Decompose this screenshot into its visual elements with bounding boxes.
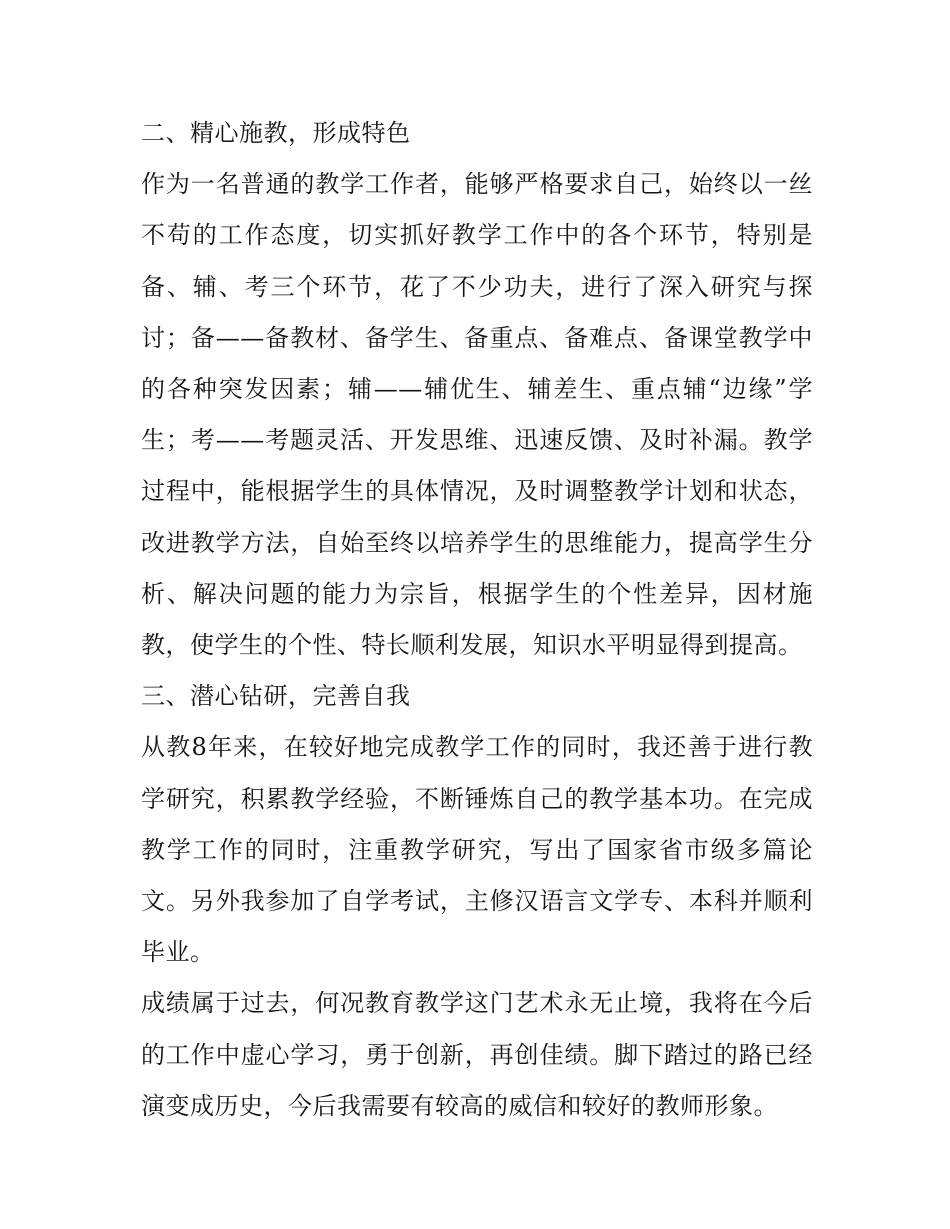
paragraph-conclusion: 成绩属于过去，何况教育教学这门艺术永无止境，我将在今后的工作中虚心学习，勇于创新，再创佳绩。脚下踏过的路已经演变成历史，今后我需要有较高的威信和较好的教师形象。 bbox=[141, 989, 813, 1120]
paragraph-research: 从教8年来，在较好地完成教学工作的同时，我还善于进行教学研究，积累教学经验，不断锤炼自己的教学基本功。在完成教学工作的同时，注重教学研究，写出了国家省市级多篇论文。另外我参加了自学考试，主修汉语言文学专、本科并顺利毕业。 bbox=[141, 733, 813, 967]
section-heading-2: 二、精心施教，形成特色 bbox=[141, 119, 411, 147]
paragraph-teaching: 作为一名普通的教学工作者，能够严格要求自己，始终以一丝不苟的工作态度，切实抓好教学工作中的各个环节，特别是备、辅、考三个环节，花了不少功夫，进行了深入研究与探讨；备——备教材、备学生、备重点、备难点、备课堂教学中的各种突发因素；辅——辅优生、辅差生、重点辅“边缘”学生；考——考题灵活、开发思维、迅速反馈、及时补漏。教学过程中，能根据学生的具体情况，及时调整教学计划和状态，改进教学方法，自始至终以培养学生的思维能力，提高学生分析、解决问题的能力为宗旨，根据学生的个性差异，因材施教，使学生的个性、特长顺利发展，知识水平明显得到提高。 bbox=[141, 170, 813, 660]
section-heading-3: 三、潜心钻研，完善自我 bbox=[141, 682, 411, 711]
document-body bbox=[141, 108, 813, 1132]
